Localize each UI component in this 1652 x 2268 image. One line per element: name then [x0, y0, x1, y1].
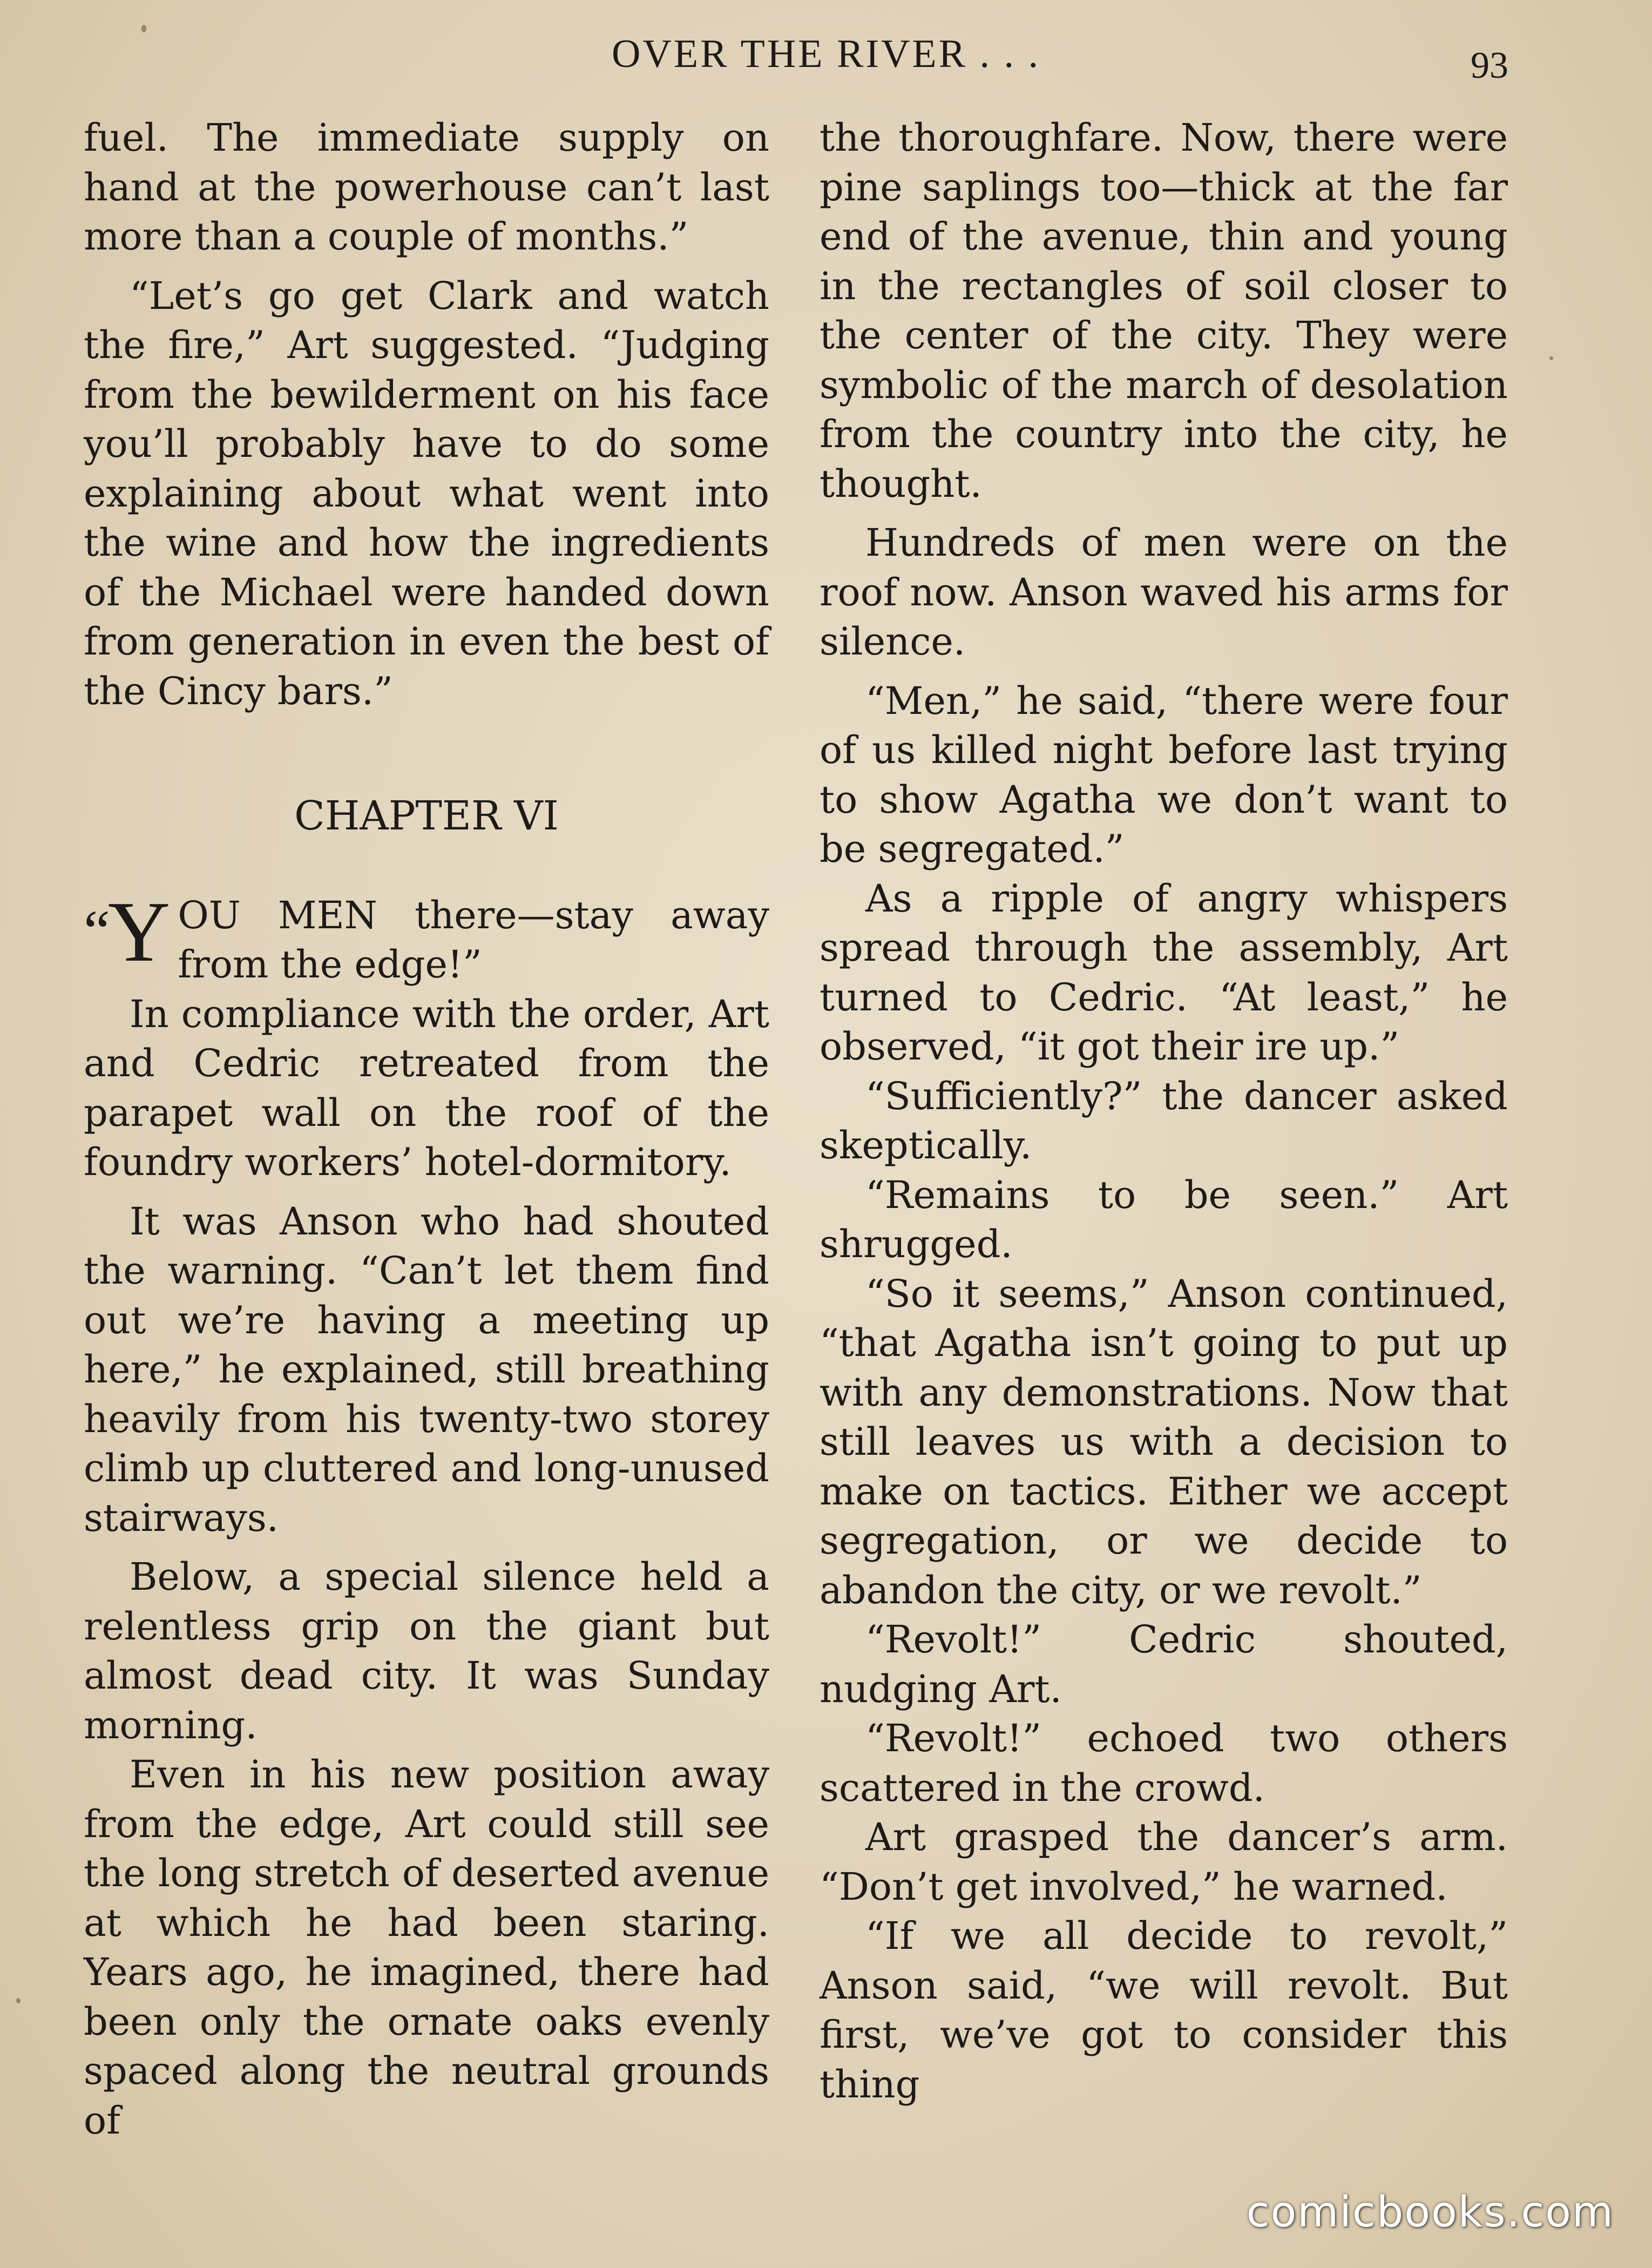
paragraph: “Sufficiently?” the dancer asked skeptically. — [820, 1074, 1508, 1167]
paragraph: “If we all decide to revolt,” Anson said, “we will revolt. But first, we’ve got to consider this thing — [820, 1914, 1508, 2107]
page-number: 93 — [1471, 45, 1508, 86]
paragraph: Even in his new position away from the edge, Art could still see the long stretch of deserted avenue at which he had been staring. Years ago, he imagined, there had been only the ornate oaks evenly spaced along the neutral grounds of — [84, 1752, 769, 2143]
paragraph: It was Anson who had shouted the warning. “Can’t let them find out we’re having a meeting up here,” he explained, still breathing heavily from his twenty-two storey climb up cluttered and long-unused stairways. — [84, 1199, 769, 1540]
paragraph: “Revolt!” Cedric shouted, nudging Art. — [820, 1617, 1508, 1711]
drop-cap — [84, 883, 171, 980]
paragraph: Hundreds of men were on the roof now. Anson waved his arms for silence. — [820, 521, 1508, 664]
paragraph: “So it seems,” Anson continued, “that Agatha isn’t going to put up with any demonstrations. Now that still leaves us with a decision to make on tactics. Either we accept segregation, or we decide to abandon the city, or we revolt.” — [820, 1271, 1508, 1612]
paragraph: fuel. The immediate supply on hand at the powerhouse can’t last more than a couple of months.” — [84, 116, 769, 259]
paragraph: In compliance with the order, Art and Cedric retreated from the parapet wall on the roof of the foundry workers’ hotel-dormitory. — [84, 991, 769, 1184]
paragraph: As a ripple of angry whispers spread through the assembly, Art turned to Cedric. “At least,” he observed, “it got their ire up.” — [820, 876, 1508, 1069]
paragraph: “Men,” he said, “there were four of us killed night before last trying to show Agatha we don’t want to be segregated.” — [820, 678, 1508, 871]
right-column — [820, 113, 1508, 2109]
paper-speck — [16, 1998, 21, 2003]
paragraph: “Let’s go get Clark and watch the fire,” Art suggested. “Judging from the bewilderment on his face you’ll probably have to do some explaining about what went into the wine and how the ingredients of the Michael were handed down from generation in even the best of the Cincy bars.” — [84, 273, 769, 713]
paragraph: “Revolt!” echoed two others scattered in the crowd. — [820, 1716, 1508, 1810]
paper-speck — [1549, 356, 1553, 360]
chapter-heading: CHAPTER VI — [294, 793, 559, 839]
paragraph: Art grasped the dancer’s arm. “Don’t get involved,” he warned. — [820, 1815, 1508, 1909]
left-column — [84, 113, 769, 2145]
paragraph-text: OU MEN there—stay away from the edge!” — [178, 893, 769, 987]
paragraph: “Remains to be seen.” Art shrugged. — [820, 1172, 1508, 1266]
running-title: OVER THE RIVER . . . — [612, 32, 1040, 76]
paper-speck — [141, 25, 146, 32]
chapter-opening-paragraph — [84, 883, 769, 990]
drop-cap-letter: Y — [107, 883, 171, 980]
watermark-logo: comicbooks.com — [1246, 2188, 1614, 2237]
paragraph: Below, a special silence held a relentless grip on the giant but almost dead city. It was Sunday morning. — [84, 1555, 769, 1747]
drop-cap-quote: “ — [84, 897, 108, 964]
paragraph: the thoroughfare. Now, there were pine saplings too—thick at the far end of the avenue, thin and young in the rectangles of soil closer to the center of the city. They were symbolic of the march of desolation from the country into the city, he thought. — [820, 116, 1508, 506]
